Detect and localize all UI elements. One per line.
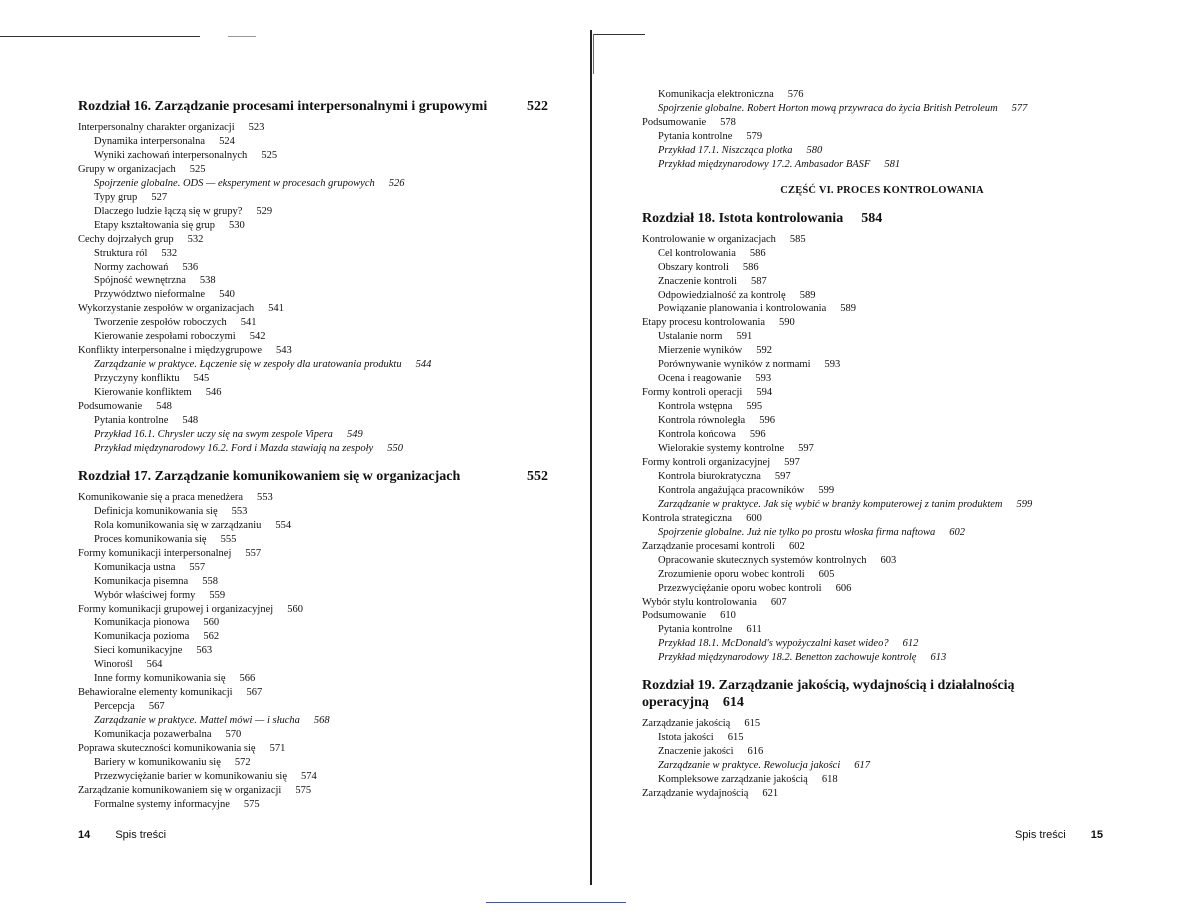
- toc-entry-title: Spójność wewnętrzna: [94, 275, 186, 287]
- toc-entry-page: 586: [749, 247, 766, 259]
- toc-entry-title: Dlaczego ludzie łączą się w grupy?: [94, 205, 243, 217]
- toc-entry-title: Sieci komunikacyjne: [94, 645, 183, 657]
- toc-entry-title: Kierowanie konfliktem: [94, 387, 192, 399]
- toc-entry-page: 579: [746, 130, 763, 142]
- toc-entry: [78, 219, 548, 233]
- toc-entry: [78, 288, 548, 302]
- toc-entry-title: Wybór właściwej formy: [94, 589, 196, 601]
- toc-entry: [642, 316, 1122, 330]
- toc-entry-page: 536: [182, 261, 199, 273]
- toc-entry: [78, 302, 548, 316]
- toc-entry: [642, 540, 1122, 554]
- toc-entry-page: 564: [146, 659, 163, 671]
- toc-entry-title: Obszary kontroli: [658, 261, 729, 273]
- toc-entry-page: 526: [388, 177, 405, 189]
- toc-entry-title: Spojrzenie globalne. Robert Horton mową przywraca do życia British Petroleum: [658, 102, 998, 114]
- toc-entry-title: Kontrolowanie w organizacjach: [642, 233, 776, 245]
- toc-entry: [642, 759, 1122, 773]
- toc-entry: [78, 533, 548, 547]
- toc-entry: [78, 561, 548, 575]
- toc-entry: [78, 386, 548, 400]
- toc-entry: [78, 714, 548, 728]
- toc-entry-page: 553: [257, 491, 273, 503]
- toc-entry-page: 617: [854, 760, 871, 772]
- toc-entry-page: 581: [884, 158, 901, 170]
- toc-entry-title: Przykład międzynarodowy 18.2. Benetton zachowuje kontrolę: [658, 652, 917, 664]
- toc-entry-page: 558: [202, 575, 218, 587]
- toc-entry: [642, 731, 1122, 745]
- toc-entry-title: Komunikacja elektroniczna: [658, 89, 774, 100]
- toc-entry-page: 557: [245, 547, 262, 559]
- toc-entry-page: 599: [818, 484, 835, 496]
- toc-entry-title: Znaczenie kontroli: [658, 275, 738, 287]
- toc-entry-page: 616: [747, 746, 764, 758]
- toc-entry: [78, 261, 548, 275]
- toc-entry-page: 590: [779, 317, 795, 329]
- toc-entry: [78, 205, 548, 219]
- right-footer: [1015, 829, 1103, 841]
- chapter-title: Rozdział 17. Zarządzanie komunikowaniem się w organizacjach: [78, 468, 461, 484]
- toc-entry-page: 532: [161, 247, 178, 259]
- toc-entry-title: Komunikacja pionowa: [94, 617, 190, 629]
- toc-entry-page: 589: [799, 289, 816, 301]
- toc-entry-title: Zarządzanie w praktyce. Łączenie się w zespoły dla uratowania produktu: [94, 359, 402, 371]
- toc-entry-title: Poprawa skuteczności komunikowania się: [78, 743, 256, 755]
- toc-entry-title: Komunikacja pozawerbalna: [94, 729, 212, 741]
- toc-entry-page: 557: [189, 561, 206, 573]
- toc-entry-title: Przywództwo nieformalne: [94, 289, 206, 301]
- toc-entry-page: 586: [742, 261, 759, 273]
- toc-entry: [78, 728, 548, 742]
- toc-entry-title: Proces komunikowania się: [94, 533, 207, 545]
- toc-entry-page: 527: [151, 191, 168, 203]
- toc-entry-page: 542: [249, 331, 266, 343]
- toc-entry-title: Podsumowanie: [78, 401, 143, 413]
- toc-entry: [78, 274, 548, 288]
- toc-entry-title: Kontrola biurokratyczna: [658, 470, 761, 482]
- toc-entry: [642, 470, 1122, 484]
- toc-entry-title: Formy kontroli organizacyjnej: [642, 456, 771, 468]
- toc-entry: [642, 88, 1122, 102]
- toc-entry-page: 621: [762, 788, 779, 800]
- toc-entry: [78, 247, 548, 261]
- chapter-19-entries: [642, 717, 1122, 801]
- toc-entry: [78, 756, 548, 770]
- right-page: [592, 0, 1188, 918]
- toc-entry-title: Zarządzanie komunikowaniem się w organizacji: [78, 784, 282, 796]
- toc-entry-page: 580: [806, 144, 823, 156]
- toc-entry-title: Zarządzanie jakością: [642, 718, 731, 730]
- toc-entry-page: 523: [248, 122, 265, 133]
- toc-entry-title: Przykład międzynarodowy 16.2. Ford i Mazda stawiają na zespoły: [94, 442, 374, 454]
- toc-entry-title: Mierzenie wyników: [658, 345, 743, 357]
- left-page: [0, 0, 590, 918]
- toc-entry-title: Kierowanie zespołami roboczymi: [94, 331, 236, 343]
- toc-entry-title: Kontrola strategiczna: [642, 512, 733, 524]
- toc-entry: [78, 233, 548, 247]
- chapter-17-continued-entries: [642, 88, 1122, 172]
- toc-entry-page: 593: [824, 359, 841, 371]
- toc-entry-page: 574: [301, 770, 317, 782]
- toc-entry-title: Etapy kształtowania się grup: [94, 219, 216, 231]
- chapter-17-entries: [78, 491, 548, 812]
- toc-entry-page: 567: [246, 687, 263, 699]
- toc-entry-page: 559: [209, 589, 226, 601]
- toc-entry-page: 568: [313, 715, 330, 727]
- toc-entry-title: Znaczenie jakości: [658, 746, 734, 758]
- toc-entry-page: 554: [275, 519, 292, 531]
- toc-entry-page: 594: [756, 387, 773, 399]
- toc-entry-title: Formy komunikacji interpersonalnej: [78, 547, 232, 559]
- toc-entry-title: Komunikowanie się a praca menedżera: [78, 491, 244, 503]
- toc-entry: [78, 672, 548, 686]
- toc-entry: [78, 784, 548, 798]
- toc-entry-title: Spojrzenie globalne. Już nie tylko po prostu włoska firma naftowa: [658, 526, 936, 538]
- toc-entry: [642, 717, 1122, 731]
- toc-entry: [78, 505, 548, 519]
- toc-entry: [642, 344, 1122, 358]
- toc-entry: [642, 261, 1122, 275]
- toc-entry-page: 606: [835, 582, 852, 594]
- toc-entry: [642, 428, 1122, 442]
- toc-entry: [78, 644, 548, 658]
- toc-entry: [642, 289, 1122, 303]
- chapter-19-heading: [642, 677, 1062, 711]
- toc-entry-title: Pytania kontrolne: [658, 130, 733, 142]
- toc-entry-page: 545: [193, 373, 210, 385]
- toc-entry-title: Powiązanie planowania i kontrolowania: [658, 303, 827, 315]
- toc-entry-title: Formalne systemy informacyjne: [94, 798, 230, 810]
- toc-entry-page: 550: [387, 442, 403, 454]
- toc-entry: [642, 275, 1122, 289]
- toc-entry-title: Definicja komunikowania się: [94, 505, 218, 517]
- toc-entry-title: Kontrola angażująca pracowników: [658, 484, 805, 496]
- toc-entry-page: 575: [243, 798, 260, 810]
- toc-entry: [642, 247, 1122, 261]
- toc-entry: [78, 519, 548, 533]
- page-number: 14: [78, 829, 91, 841]
- toc-entry-title: Komunikacja ustna: [94, 561, 176, 573]
- chapter-16-entries: [78, 121, 548, 456]
- toc-entry-page: 607: [770, 596, 787, 608]
- toc-entry-title: Opracowanie skutecznych systemów kontrolnych: [658, 554, 867, 566]
- toc-entry-page: 566: [239, 673, 256, 685]
- toc-entry: [642, 158, 1122, 172]
- toc-entry: [642, 512, 1122, 526]
- right-toc-column: [642, 88, 1122, 801]
- toc-entry-page: 603: [880, 554, 897, 566]
- toc-entry: [78, 700, 548, 714]
- toc-entry-page: 612: [902, 638, 919, 650]
- toc-entry: [78, 491, 548, 505]
- toc-entry-page: 562: [203, 631, 220, 643]
- toc-entry-page: 572: [234, 756, 251, 768]
- toc-entry: [642, 442, 1122, 456]
- toc-entry: [78, 686, 548, 700]
- toc-entry-title: Istota jakości: [658, 732, 714, 744]
- toc-entry-title: Kontrola równoległa: [658, 415, 746, 427]
- toc-entry-page: 615: [727, 732, 744, 744]
- toc-entry-title: Winorośl: [94, 659, 133, 671]
- toc-entry-page: 577: [1011, 102, 1028, 114]
- toc-entry-page: 596: [759, 415, 775, 427]
- toc-entry-page: 591: [736, 331, 753, 343]
- toc-entry: [78, 191, 548, 205]
- toc-entry-title: Struktura ról: [94, 247, 148, 259]
- toc-entry-page: 529: [256, 205, 273, 217]
- toc-entry-page: 599: [1016, 498, 1033, 510]
- toc-entry: [78, 372, 548, 386]
- toc-entry-page: 525: [261, 149, 278, 161]
- toc-entry-page: 549: [346, 428, 363, 440]
- toc-entry: [78, 414, 548, 428]
- toc-entry-page: 597: [798, 443, 814, 455]
- toc-entry: [78, 742, 548, 756]
- toc-entry: [642, 302, 1122, 316]
- chapter-18-heading: [642, 210, 1122, 227]
- toc-entry: [78, 575, 548, 589]
- part-heading: CZĘŚĆ VI. PROCES KONTROLOWANIA: [780, 184, 984, 196]
- toc-entry-page: 567: [148, 701, 165, 713]
- chapter-16-heading: [78, 98, 548, 115]
- toc-entry-page: 596: [749, 429, 766, 441]
- toc-entry-title: Przykład międzynarodowy 17.2. Ambasador BASF: [658, 158, 871, 170]
- toc-entry-title: Typy grup: [94, 191, 138, 203]
- toc-entry-title: Rola komunikowania się w zarządzaniu: [94, 519, 262, 531]
- toc-entry-page: 576: [787, 89, 804, 100]
- running-footer-label: Spis treści: [1014, 829, 1066, 841]
- toc-entry-page: 595: [746, 401, 763, 413]
- toc-entry-title: Komunikacja pozioma: [94, 631, 190, 643]
- toc-entry-title: Zrozumienie oporu wobec kontroli: [658, 568, 805, 580]
- toc-entry: [78, 442, 548, 456]
- toc-entry-title: Formy kontroli operacji: [642, 387, 743, 399]
- toc-entry: [642, 582, 1122, 596]
- toc-entry-title: Grupy w organizacjach: [78, 163, 176, 175]
- toc-entry-page: 553: [231, 505, 248, 517]
- chapter-page: 584: [861, 210, 883, 226]
- toc-entry-title: Zarządzanie w praktyce. Rewolucja jakości: [658, 760, 841, 772]
- toc-entry-title: Zarządzanie procesami kontroli: [642, 540, 775, 552]
- toc-entry-title: Odpowiedzialność za kontrolę: [658, 289, 786, 301]
- toc-entry: [642, 773, 1122, 787]
- left-toc-column: [78, 92, 548, 812]
- toc-entry: [642, 233, 1122, 247]
- toc-entry-title: Tworzenie zespołów roboczych: [94, 317, 227, 329]
- toc-entry: [642, 623, 1122, 637]
- toc-entry-page: 605: [818, 568, 835, 580]
- toc-entry: [78, 770, 548, 784]
- toc-entry-title: Kontrola końcowa: [658, 429, 736, 441]
- toc-entry: [78, 658, 548, 672]
- toc-entry-title: Normy zachowań: [94, 261, 169, 273]
- toc-entry: [642, 484, 1122, 498]
- toc-entry-page: 600: [746, 512, 762, 524]
- toc-entry-title: Ocena i reagowanie: [658, 373, 742, 385]
- toc-entry-page: 555: [220, 533, 237, 545]
- toc-entry-title: Cechy dojrzałych grup: [78, 233, 174, 245]
- toc-entry: [642, 596, 1122, 610]
- toc-entry-page: 575: [295, 784, 312, 796]
- toc-entry: [642, 372, 1122, 386]
- toc-entry: [642, 144, 1122, 158]
- toc-entry: [78, 135, 548, 149]
- toc-entry: [642, 554, 1122, 568]
- toc-entry-title: Spojrzenie globalne. ODS — eksperyment w procesach grupowych: [94, 177, 375, 189]
- toc-entry-page: 546: [205, 387, 222, 399]
- toc-entry-page: 540: [219, 289, 235, 301]
- toc-entry-title: Formy komunikacji grupowej i organizacyjnej: [78, 603, 274, 615]
- toc-entry-title: Pytania kontrolne: [94, 415, 169, 427]
- toc-entry-title: Przykład 16.1. Chrysler uczy się na swym zespole Vipera: [94, 428, 333, 440]
- toc-entry-page: 544: [415, 359, 432, 371]
- toc-entry-title: Przyczyny konfliktu: [94, 373, 180, 385]
- toc-entry-page: 524: [219, 135, 235, 147]
- toc-entry: [78, 616, 548, 630]
- toc-entry-title: Komunikacja pisemna: [94, 575, 189, 587]
- toc-entry-title: Kompleksowe zarządzanie jakością: [658, 774, 808, 786]
- toc-entry-page: 610: [720, 610, 736, 622]
- toc-entry-title: Podsumowanie: [642, 116, 707, 128]
- toc-entry: [642, 330, 1122, 344]
- toc-entry: [642, 498, 1122, 512]
- toc-entry-title: Wybór stylu kontrolowania: [642, 596, 757, 608]
- running-footer-label: Spis treści: [115, 829, 167, 841]
- toc-entry-page: 543: [276, 345, 292, 357]
- toc-entry: [642, 456, 1122, 470]
- toc-entry-title: Percepcja: [94, 701, 135, 713]
- toc-entry-page: 602: [949, 526, 966, 538]
- toc-entry: [642, 526, 1122, 540]
- toc-entry-title: Wykorzystanie zespołów w organizacjach: [78, 303, 255, 315]
- toc-entry-page: 560: [287, 603, 303, 615]
- toc-entry-page: 618: [821, 774, 838, 786]
- toc-entry: [78, 547, 548, 561]
- toc-entry-title: Cel kontrolowania: [658, 247, 736, 259]
- toc-entry-title: Zarządzanie w praktyce. Mattel mówi — i słucha: [94, 715, 300, 727]
- toc-entry-title: Porównywanie wyników z normami: [658, 359, 811, 371]
- toc-entry: [642, 637, 1122, 651]
- chapter-page: 522: [527, 99, 548, 114]
- toc-entry: [642, 787, 1122, 801]
- toc-entry-title: Inne formy komunikowania się: [94, 673, 226, 685]
- toc-entry-title: Interpersonalny charakter organizacji: [78, 122, 235, 133]
- toc-entry-page: 530: [229, 219, 245, 231]
- chapter-17-heading: [78, 468, 548, 485]
- toc-entry: [642, 102, 1122, 116]
- toc-entry-title: Zarządzanie wydajnością: [642, 788, 749, 800]
- toc-entry-title: Konflikty interpersonalne i międzygrupowe: [78, 345, 262, 357]
- toc-entry-page: 615: [744, 718, 761, 730]
- toc-entry-page: 541: [268, 303, 284, 315]
- toc-entry: [78, 358, 548, 372]
- toc-entry: [78, 163, 548, 177]
- page-number: 15: [1090, 829, 1103, 841]
- toc-entry: [642, 400, 1122, 414]
- toc-entry: [78, 589, 548, 603]
- toc-entry-page: 592: [756, 345, 773, 357]
- toc-entry-page: 585: [789, 233, 806, 245]
- toc-entry-page: 593: [755, 373, 772, 385]
- toc-entry: [78, 316, 548, 330]
- toc-entry: [78, 177, 548, 191]
- toc-entry-page: 597: [784, 456, 800, 468]
- toc-entry: [642, 386, 1122, 400]
- chapter-title: Rozdział 16. Zarządzanie procesami interpersonalnymi i grupowymi: [78, 99, 488, 114]
- toc-entry: [78, 149, 548, 163]
- toc-entry-page: 613: [930, 652, 947, 664]
- toc-entry-page: 589: [840, 303, 856, 315]
- toc-entry-page: 541: [240, 317, 257, 329]
- toc-entry-page: 570: [225, 729, 242, 741]
- toc-entry: [78, 798, 548, 812]
- toc-entry: [642, 414, 1122, 428]
- toc-entry: [642, 130, 1122, 144]
- toc-entry-page: 602: [788, 540, 805, 552]
- toc-entry-title: Przykład 17.1. Niszcząca plotka: [658, 144, 793, 156]
- toc-entry-title: Zarządzanie w praktyce. Jak się wybić w branży komputerowej z tanim produktem: [658, 498, 1003, 510]
- toc-entry-page: 538: [199, 275, 216, 287]
- toc-entry: [642, 745, 1122, 759]
- toc-entry-title: Bariery w komunikowaniu się: [94, 756, 221, 768]
- toc-entry: [78, 603, 548, 617]
- toc-entry-title: Etapy procesu kontrolowania: [642, 317, 766, 329]
- chapter-title: Rozdział 19. Zarządzanie jakością, wydajnością i działalnością operacyjną: [642, 678, 1015, 711]
- toc-entry: [78, 428, 548, 442]
- toc-entry-page: 560: [203, 617, 220, 629]
- toc-entry-title: Dynamika interpersonalna: [94, 135, 206, 147]
- toc-entry: [78, 630, 548, 644]
- toc-entry-title: Ustalanie norm: [658, 331, 723, 343]
- toc-entry-title: Przykład 18.1. McDonald's wypożyczalni kaset wideo?: [658, 638, 889, 650]
- toc-entry-page: 563: [196, 645, 213, 657]
- toc-entry: [642, 116, 1122, 130]
- chapter-18-entries: [642, 233, 1122, 666]
- chapter-page: 614: [722, 695, 744, 711]
- toc-entry-page: 525: [189, 163, 206, 175]
- toc-entry-page: 611: [746, 624, 762, 636]
- toc-entry-title: Behawioralne elementy komunikacji: [78, 687, 233, 699]
- left-footer: [78, 829, 166, 841]
- toc-entry-page: 548: [182, 415, 199, 427]
- toc-entry-page: 548: [156, 401, 172, 413]
- toc-entry: [642, 609, 1122, 623]
- toc-entry: [78, 330, 548, 344]
- toc-entry: [78, 121, 548, 135]
- toc-entry-title: Przezwyciężanie oporu wobec kontroli: [658, 582, 822, 594]
- toc-entry-title: Wyniki zachowań interpersonalnych: [94, 149, 248, 161]
- toc-entry-page: 571: [269, 743, 286, 755]
- toc-entry-title: Przezwyciężanie barier w komunikowaniu się: [94, 770, 288, 782]
- toc-entry: [642, 651, 1122, 665]
- toc-entry-page: 587: [751, 275, 767, 287]
- chapter-page: 552: [527, 468, 548, 484]
- toc-entry-title: Podsumowanie: [642, 610, 707, 622]
- toc-entry: [78, 344, 548, 358]
- toc-entry-page: 532: [187, 233, 204, 245]
- toc-entry: [642, 568, 1122, 582]
- toc-entry: [642, 358, 1122, 372]
- chapter-title: Rozdział 18. Istota kontrolowania: [642, 210, 844, 226]
- toc-entry-page: 578: [720, 116, 736, 128]
- toc-entry-page: 597: [774, 470, 791, 482]
- toc-entry-title: Kontrola wstępna: [658, 401, 733, 413]
- toc-entry-title: Pytania kontrolne: [658, 624, 733, 636]
- toc-entry: [78, 400, 548, 414]
- toc-entry-title: Wielorakie systemy kontrolne: [658, 443, 785, 455]
